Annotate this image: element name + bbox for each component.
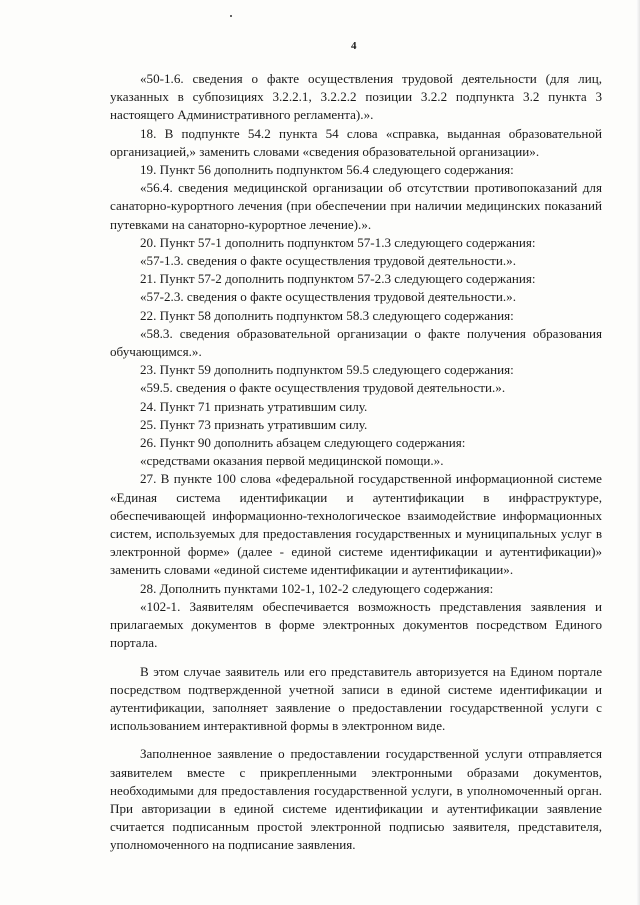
paragraph-item-21: 21. Пункт 57-2 дополнить подпунктом 57-2.3 следующего содержания: [140,271,536,287]
paragraph-filled-application: Заполненное заявление о предоставлении государственной услуги отправляется заявителем вместе с прикрепленными электронными образами документов, необходимыми для предоставления государственной услуги, в уполномоченный орган. При авторизации в единой системе идентификации и аутентификации заявление считается подписанным простой электронной подписью заявителя, представителя, уполномоченного на подписание заявления. [110,746,602,853]
paragraph-item-26: 26. Пункт 90 дополнить абзацем следующего содержания: [140,435,466,451]
paragraph-57-1-3: «57-1.3. сведения о факте осуществления трудовой деятельности.». [140,253,517,269]
paragraph-56-4: «56.4. сведения медицинской организации об отсутствии противопоказаний для санаторно-курортного лечения (при обеспечении при наличии медицинских показаний путевками на санаторно-курортное лечение).». [110,180,602,232]
paragraph-58-3: «58.3. сведения образовательной организации о факте получения образования обучающимся.». [110,325,602,360]
paragraph-item-25: 25. Пункт 73 признать утратившим силу. [140,416,368,432]
paragraph-59-5: «59.5. сведения о факте осуществления трудовой деятельности.». [140,380,506,396]
paragraph-102-1: «102-1. Заявителям обеспечивается возможность представления заявления и прилагаемых документов в форме электронных документов посредством Единого портала. [110,598,602,651]
paragraph-item-19: 19. Пункт 56 дополнить подпунктом 56.4 следующего содержания: [140,162,514,178]
paragraph-item-28: 28. Дополнить пунктами 102-1, 102-2 следующего содержания: [140,580,494,596]
paragraph-item-27: 27. В пункте 100 слова «федеральной государственной информационной системе «Единая система идентификации и аутентификации в инфраструктуре, обеспечивающей информационно-технологическое взаимодействие информационных систем, используемых для предоставления государственных и муниципальных услуг в электронной форме» (далее - единой системе идентификации и аутентификации)» заменить словами «единой системе идентификации и аутентификации». [110,471,602,578]
paragraph-first-aid: «средствами оказания первой медицинской помощи.». [140,453,444,469]
paragraph-item-18: 18. В подпункте 54.2 пункта 54 слова «справка, выданная образовательной организацией,» заменить словами «сведения образовательной организации». [110,125,602,159]
paragraph-portal-authorization: В этом случае заявитель или его представитель авторизуется на Едином портале посредством подтвержденной учетной записи в единой системе идентификации и аутентификации, заполняет заявление о предоставлении государственной услуги с использованием интерактивной формы в электронном виде. [110,663,602,734]
paragraph-item-23: 23. Пункт 59 дополнить подпунктом 59.5 следующего содержания: [140,362,514,378]
document-body [110,70,602,855]
paragraph-item-20: 20. Пункт 57-1 дополнить подпунктом 57-1.3 следующего содержания: [140,234,536,250]
page-number: 4 [351,40,357,52]
scan-edge-shadow [636,0,640,905]
paragraph-item-24: 24. Пункт 71 признать утратившим силу. [140,398,368,414]
paragraph-50-1-6: «50-1.6. сведения о факте осуществления трудовой деятельности (для лиц, указанных в субпозициях 3.2.2.1, 3.2.2.2 позиции 3.2.2 подпункта 3.2 пункта 3 настоящего Административного регламента).». [110,71,602,123]
paragraph-57-2-3: «57-2.3. сведения о факте осуществления трудовой деятельности.». [140,289,517,305]
paragraph-item-22: 22. Пункт 58 дополнить подпунктом 58.3 следующего содержания: [140,307,514,323]
scan-speck [230,15,232,17]
